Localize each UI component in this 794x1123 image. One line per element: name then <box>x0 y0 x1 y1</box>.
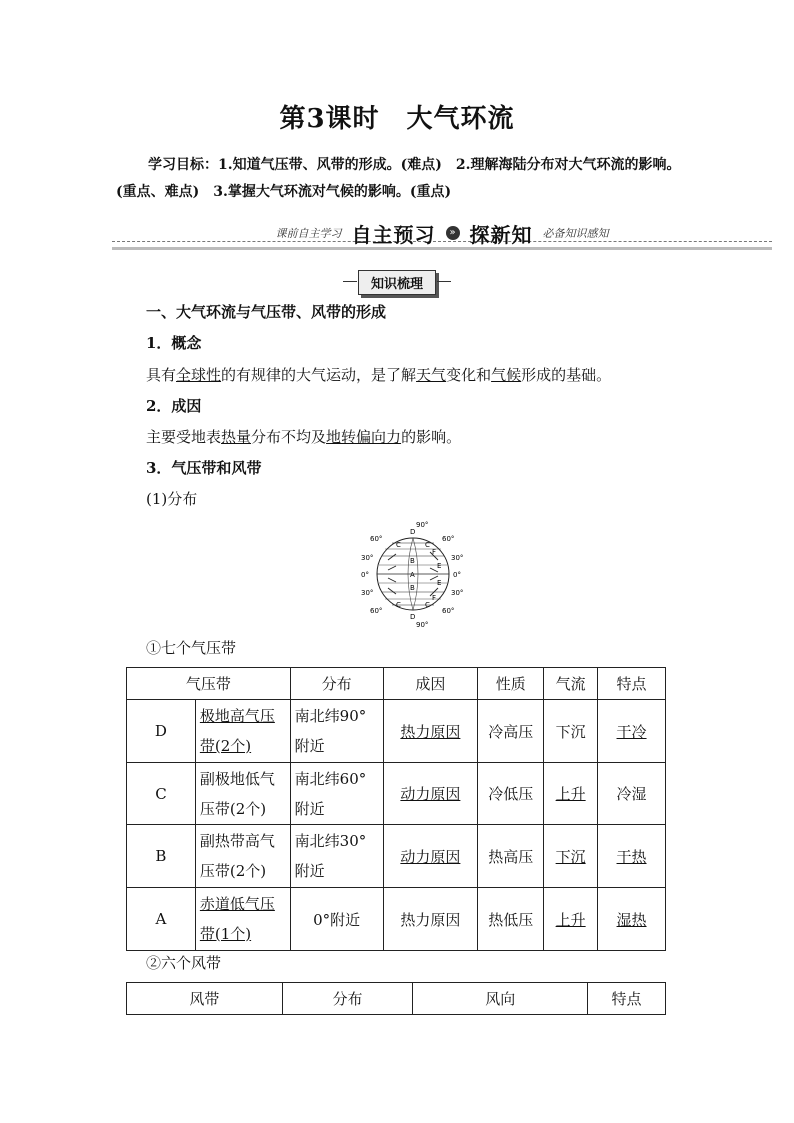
letter-e-top: E <box>437 562 442 570</box>
underlined-term: 全球性 <box>176 366 222 384</box>
belt-code: C <box>127 763 196 825</box>
letter-e-bottom: E <box>437 579 442 587</box>
letter-c-top-right: C <box>425 541 430 549</box>
letter-a: A <box>410 571 415 579</box>
belt-airflow: 上升 <box>544 763 598 825</box>
belt-cause: 动力原因 <box>383 763 478 825</box>
header-cell: 风向 <box>413 983 588 1015</box>
label-30n-right: 30° <box>451 554 464 562</box>
belt-feature: 冷湿 <box>598 763 666 825</box>
concept-heading: 1．概念 <box>146 334 202 352</box>
text-fragment: 主要受地表 <box>146 428 222 446</box>
label-60s-right: 60° <box>442 607 455 615</box>
page-title: 第3课时 大气环流 <box>279 104 515 134</box>
belt-airflow: 上升 <box>544 888 598 951</box>
letter-f-bottom: F <box>432 594 437 602</box>
cause-text <box>146 426 461 447</box>
pressure-belts-heading: ①七个气压带 <box>146 639 237 657</box>
label-0-right: 0° <box>453 571 461 579</box>
belt-nature: 冷高压 <box>478 700 544 763</box>
belt-name: 副极地低气压带(2个) <box>195 763 290 825</box>
header-cell: 特点 <box>588 983 666 1015</box>
header-cell: 分布 <box>282 983 413 1015</box>
header-cell: 风带 <box>127 983 283 1015</box>
label-60n-left: 60° <box>370 535 383 543</box>
belt-name: 副热带高气压带(2个) <box>195 825 290 888</box>
global-circulation-diagram <box>358 518 468 630</box>
belt-nature: 热低压 <box>478 888 544 951</box>
label-n90: 90° <box>416 521 429 529</box>
belt-distribution: 南北纬90°附近 <box>290 700 383 763</box>
belt-code: B <box>127 825 196 888</box>
concept-text <box>146 364 611 385</box>
underlined-term: 热量 <box>221 428 252 446</box>
banner-main-left: 自主预习 <box>351 222 436 247</box>
belt-airflow: 下沉 <box>544 700 598 763</box>
belt-name: 赤道低气压带(1个) <box>195 888 290 951</box>
learning-objectives: 学习目标：1.知道气压带、风带的形成。(难点) 2.理解海陆分布对大气环流的影响。(重点、难点) 3.掌握大气环流对气候的影响。(重点) <box>116 157 681 200</box>
belt-code: A <box>127 888 196 951</box>
text-fragment: 形成的基础。 <box>521 366 612 384</box>
banner-main-right: 探新知 <box>469 222 533 247</box>
text-fragment: 的影响。 <box>401 428 462 446</box>
label-0-left: 0° <box>361 571 369 579</box>
table-row <box>127 888 666 951</box>
header-cell: 气流 <box>544 668 598 700</box>
belt-cause: 热力原因 <box>383 888 478 951</box>
section-badge: 知识梳理 <box>358 270 436 295</box>
distribution-heading: (1)分布 <box>146 490 198 508</box>
label-60s-left: 60° <box>370 607 383 615</box>
table-row <box>127 763 666 825</box>
letter-c-bottom-left: C <box>396 601 401 609</box>
belt-distribution: 0°附近 <box>290 888 383 951</box>
letter-b-bottom: B <box>410 584 415 592</box>
pressure-belt-table <box>126 667 666 951</box>
section-heading: 一、大气环流与气压带、风带的形成 <box>146 303 387 321</box>
underlined-term: 气候 <box>491 366 522 384</box>
letter-f-top: F <box>432 548 437 556</box>
pressure-wind-heading: 3．气压带和风带 <box>146 459 262 477</box>
double-chevron-icon: » <box>446 226 460 240</box>
table-row <box>127 825 666 888</box>
belt-cause: 热力原因 <box>383 700 478 763</box>
banner-right-caption: 必备知识感知 <box>542 227 609 240</box>
wind-belt-table <box>126 982 666 1015</box>
belt-feature: 干热 <box>598 825 666 888</box>
header-cell: 气压带 <box>127 668 291 700</box>
banner-solid-rule <box>112 247 772 250</box>
table-header-row <box>127 983 666 1015</box>
label-30s-left: 30° <box>361 589 374 597</box>
text-fragment: 具有 <box>146 366 177 384</box>
belt-nature: 热高压 <box>478 825 544 888</box>
letter-c-top-left: C <box>396 541 401 549</box>
wind-belts-heading: ②六个风带 <box>146 954 222 972</box>
label-30s-right: 30° <box>451 589 464 597</box>
belt-distribution: 南北纬30°附近 <box>290 825 383 888</box>
header-cell: 特点 <box>598 668 666 700</box>
belt-cause: 动力原因 <box>383 825 478 888</box>
text-fragment: 的有规律的大气运动，是了解 <box>221 366 417 384</box>
letter-b-top: B <box>410 557 415 565</box>
banner-left-caption: 课前自主学习 <box>275 227 342 240</box>
label-30n-left: 30° <box>361 554 374 562</box>
table-row <box>127 700 666 763</box>
label-60n-right: 60° <box>442 535 455 543</box>
letter-d-bottom: D <box>410 613 416 621</box>
table-header-row <box>127 668 666 700</box>
letter-c-bottom-right: C <box>425 601 430 609</box>
belt-code: D <box>127 700 196 763</box>
label-s90: 90° <box>416 621 429 629</box>
belt-feature: 干冷 <box>598 700 666 763</box>
text-fragment: 变化和 <box>446 366 492 384</box>
belt-distribution: 南北纬60°附近 <box>290 763 383 825</box>
section-banner <box>112 218 772 258</box>
belt-feature: 湿热 <box>598 888 666 951</box>
underlined-term: 天气 <box>416 366 447 384</box>
text-fragment: 分布不均及 <box>251 428 327 446</box>
letter-d-top: D <box>410 528 416 536</box>
header-cell: 性质 <box>478 668 544 700</box>
header-cell: 成因 <box>383 668 478 700</box>
header-cell: 分布 <box>290 668 383 700</box>
underlined-term: 地转偏向力 <box>326 428 402 446</box>
belt-nature: 冷低压 <box>478 763 544 825</box>
belt-name: 极地高气压带(2个) <box>195 700 290 763</box>
belt-airflow: 下沉 <box>544 825 598 888</box>
cause-heading: 2．成因 <box>146 397 202 415</box>
